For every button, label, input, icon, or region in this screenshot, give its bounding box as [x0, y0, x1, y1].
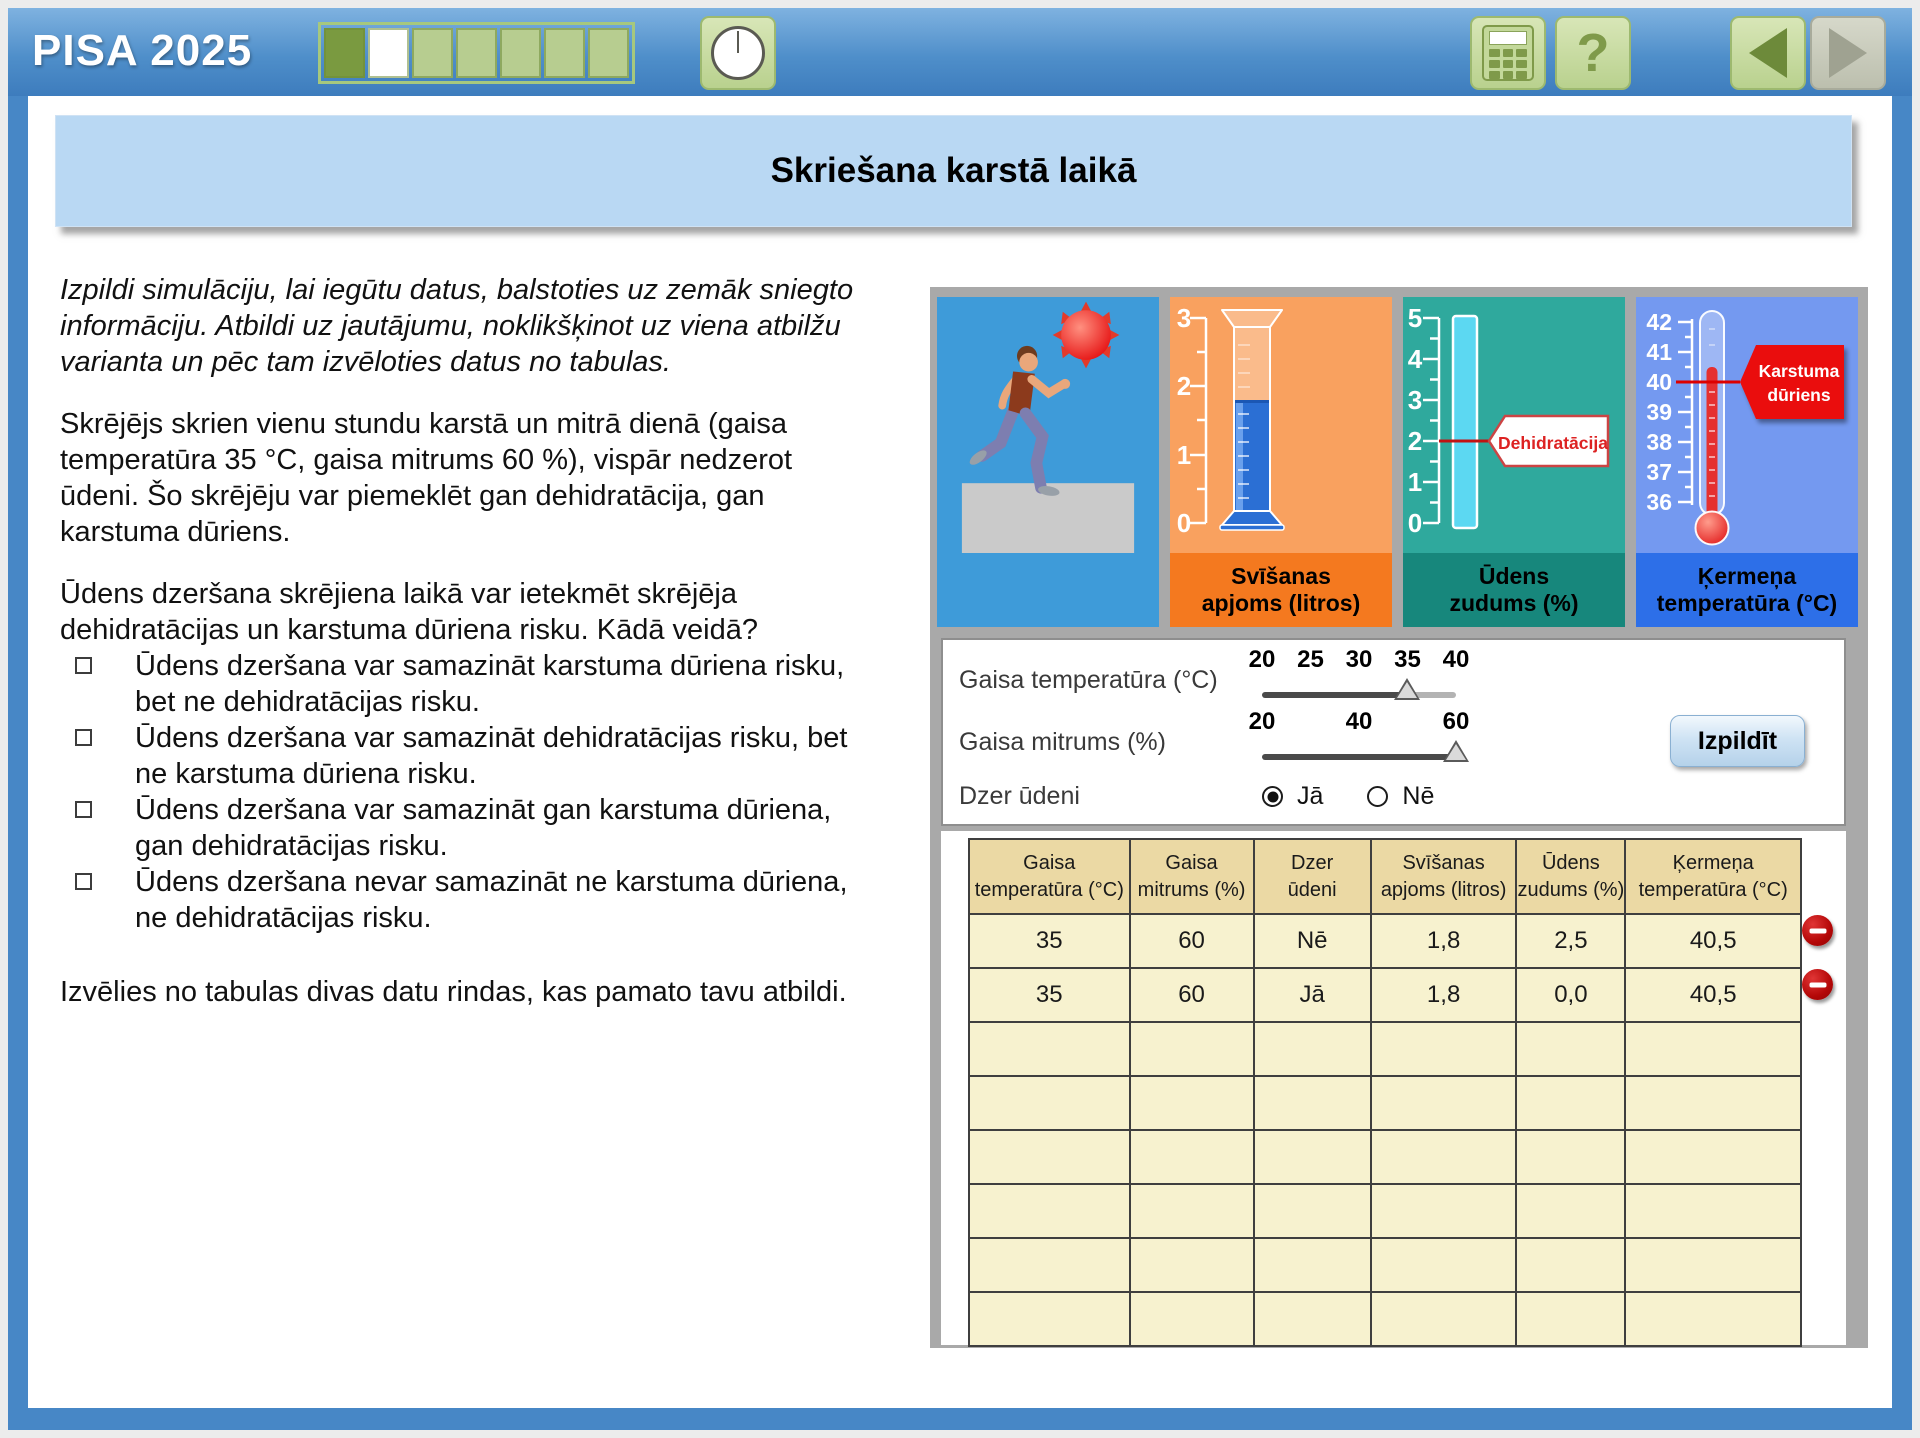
sweat-gauge-panel [1170, 297, 1392, 627]
simulation-controls [941, 638, 1846, 826]
empty-cell [1130, 1292, 1254, 1346]
svg-text:1: 1 [1176, 440, 1192, 470]
help-button[interactable] [1555, 16, 1631, 90]
empty-cell [1254, 1076, 1371, 1130]
column-header: Gaisa temperatūra (°C) [969, 839, 1130, 914]
water-loss-tube-icon [1403, 297, 1625, 553]
checkbox-icon[interactable] [75, 801, 92, 818]
empty-cell [1130, 1184, 1254, 1238]
humidity-ticks [1248, 708, 1470, 735]
page-content [28, 96, 1892, 1408]
svg-text:41: 41 [1646, 339, 1672, 365]
empty-row [969, 1292, 1801, 1346]
empty-row [969, 1184, 1801, 1238]
svg-text:5: 5 [1407, 303, 1423, 333]
svg-text:Karstuma: Karstuma [1758, 361, 1840, 381]
radio-label[interactable]: Jā [1297, 782, 1324, 810]
slider-tick-label: 20 [1248, 708, 1276, 735]
temperature-slider-thumb[interactable] [1394, 678, 1420, 700]
temperature-slider[interactable] [1262, 692, 1456, 698]
progress-box-todo [588, 28, 629, 78]
empty-row [969, 1022, 1801, 1076]
empty-cell [1625, 1076, 1801, 1130]
data-row[interactable] [969, 914, 1801, 968]
remove-row-1-button[interactable] [1802, 915, 1833, 946]
progress-box-current [368, 28, 409, 78]
svg-text:Dehidratācija: Dehidratācija [1498, 433, 1608, 453]
data-cell[interactable]: 1,8 [1371, 914, 1517, 968]
data-cell[interactable]: 0,0 [1516, 968, 1625, 1022]
column-header: Gaisa mitrums (%) [1130, 839, 1254, 914]
page-title: Skriešana karstā laikā [770, 151, 1137, 190]
radio-label[interactable]: Nē [1402, 782, 1435, 810]
empty-cell [969, 1076, 1130, 1130]
svg-text:37: 37 [1646, 459, 1672, 485]
svg-text:38: 38 [1646, 429, 1672, 455]
slider-tick-label: 30 [1345, 646, 1373, 673]
results-table-head [969, 839, 1801, 914]
window-frame [8, 8, 1912, 1430]
results-table-body [969, 914, 1801, 1346]
empty-cell [1371, 1022, 1517, 1076]
svg-text:0: 0 [1176, 508, 1192, 538]
column-header: Svīšanas apjoms (litros) [1371, 839, 1517, 914]
heatstroke-callout [1740, 345, 1844, 419]
water-loss-gauge-label: Ūdens zudums (%) [1403, 553, 1625, 627]
slider-tick-label: 25 [1297, 646, 1324, 673]
empty-cell [1371, 1292, 1517, 1346]
runner-scene-panel [937, 297, 1159, 627]
column-header: Ķermeņa temperatūra (°C) [1625, 839, 1801, 914]
results-table-box [941, 831, 1846, 1345]
task-closing: Izvēlies no tabulas divas datu rindas, kas pamato tavu atbildi. [60, 976, 847, 1008]
empty-cell [969, 1292, 1130, 1346]
checkbox-icon[interactable] [75, 729, 92, 746]
help-icon: ? [1576, 23, 1610, 83]
forward-button[interactable] [1810, 16, 1886, 90]
dehydration-callout [1489, 416, 1608, 466]
data-cell[interactable]: 60 [1130, 968, 1254, 1022]
answer-option-text: Ūdens dzeršana nevar samazināt ne karstuma dūriena, ne dehidratācijas risku. [135, 866, 848, 934]
temperature-label: Gaisa temperatūra (°C) [959, 666, 1218, 694]
data-cell[interactable]: Nē [1254, 914, 1371, 968]
water-loss-gauge-panel [1403, 297, 1625, 627]
svg-text:2: 2 [1407, 426, 1423, 456]
svg-text:2: 2 [1176, 371, 1192, 401]
humidity-label: Gaisa mitrums (%) [959, 728, 1166, 756]
empty-cell [1130, 1076, 1254, 1130]
timer-button [700, 16, 776, 90]
empty-cell [969, 1022, 1130, 1076]
svg-text:1: 1 [1407, 467, 1423, 497]
empty-cell [969, 1238, 1130, 1292]
answer-option-text: Ūdens dzeršana var samazināt karstuma dūriena risku, bet ne dehidratācijas risku. [135, 650, 845, 718]
empty-cell [1625, 1184, 1801, 1238]
svg-text:3: 3 [1407, 385, 1423, 415]
measuring-cylinder-icon [1170, 297, 1392, 553]
svg-text:0: 0 [1407, 508, 1423, 538]
empty-cell [1516, 1022, 1625, 1076]
empty-cell [1254, 1238, 1371, 1292]
app-title: PISA 2025 [32, 26, 253, 75]
answer-option-text: Ūdens dzeršana var samazināt dehidratācijas risku, bet ne karstuma dūriena risku. [135, 722, 848, 790]
data-cell[interactable]: 60 [1130, 914, 1254, 968]
results-table [968, 838, 1802, 1347]
empty-row [969, 1130, 1801, 1184]
data-cell[interactable]: Jā [1254, 968, 1371, 1022]
slider-tick-label: 40 [1442, 646, 1470, 673]
svg-text:40: 40 [1646, 369, 1672, 395]
empty-cell [1625, 1130, 1801, 1184]
progress-box-todo [544, 28, 585, 78]
data-cell[interactable]: 35 [969, 968, 1130, 1022]
empty-cell [1130, 1022, 1254, 1076]
answer-option-text: Ūdens dzeršana var samazināt gan karstuma dūriena, gan dehidratācijas risku. [135, 794, 832, 862]
empty-cell [1254, 1130, 1371, 1184]
task-instructions: Izpildi simulāciju, lai iegūtu datus, balstoties uz zemāk sniegto informāciju. Atbildi uz jautājumu, noklikšķinot uz viena atbilžu varianta un pēc tam izvēloties datus no tabulas. [60, 274, 854, 378]
svg-text:42: 42 [1646, 309, 1672, 335]
empty-cell [1625, 1022, 1801, 1076]
calculator-button[interactable] [1470, 16, 1546, 90]
progress-box-todo [456, 28, 497, 78]
runner-illustration [937, 297, 1159, 553]
body-temp-gauge-panel [1636, 297, 1858, 627]
top-toolbar [8, 8, 1912, 96]
empty-cell [1254, 1184, 1371, 1238]
humidity-slider[interactable] [1262, 754, 1456, 760]
answer-option[interactable] [60, 792, 872, 864]
progress-bar [318, 22, 635, 84]
data-cell[interactable]: 40,5 [1625, 914, 1801, 968]
task-column [60, 272, 872, 1036]
drink-water-radio-group [1262, 782, 1464, 811]
slider-tick-label: 35 [1394, 646, 1421, 673]
unit-title-bar [55, 115, 1852, 227]
progress-box-todo [412, 28, 453, 78]
empty-cell [1371, 1076, 1517, 1130]
sweat-gauge-label: Svīšanas apjoms (litros) [1170, 553, 1392, 627]
empty-cell [969, 1184, 1130, 1238]
data-row[interactable] [969, 968, 1801, 1022]
empty-cell [1516, 1076, 1625, 1130]
data-cell[interactable]: 1,8 [1371, 968, 1517, 1022]
empty-cell [1625, 1238, 1801, 1292]
slider-tick-label: 60 [1442, 708, 1470, 735]
empty-cell [1371, 1130, 1517, 1184]
drink-water-label: Dzer ūdeni [959, 782, 1080, 810]
column-header: Dzer ūdeni [1254, 839, 1371, 914]
data-cell[interactable]: 40,5 [1625, 968, 1801, 1022]
body-temp-gauge-label: Ķermeņa temperatūra (°C) [1636, 553, 1858, 627]
task-scenario: Skrējējs skrien vienu stundu karstā un mitrā dienā (gaisa temperatūra 35 °C, gaisa mitrums 60 %), vispār nedzerot ūdeni. Šo skrējēju var piemeklēt gan dehidratācija, gan karstuma dūriens. [60, 408, 793, 548]
empty-row [969, 1076, 1801, 1130]
empty-cell [1254, 1022, 1371, 1076]
data-cell[interactable]: 35 [969, 914, 1130, 968]
options-list [60, 648, 872, 936]
checkbox-icon[interactable] [75, 657, 92, 674]
svg-text:dūriens: dūriens [1767, 385, 1831, 405]
empty-cell [1130, 1130, 1254, 1184]
empty-cell [1625, 1292, 1801, 1346]
calculator-icon [1482, 25, 1534, 81]
column-header: Ūdens zudums (%) [1516, 839, 1625, 914]
empty-cell [1516, 1238, 1625, 1292]
slider-tick-label: 20 [1248, 646, 1276, 673]
remove-row-2-button[interactable] [1802, 969, 1833, 1000]
svg-text:36: 36 [1646, 489, 1672, 515]
empty-cell [1371, 1238, 1517, 1292]
progress-box-done [324, 28, 365, 78]
forward-arrow-icon [1829, 28, 1867, 78]
empty-cell [1371, 1184, 1517, 1238]
svg-text:4: 4 [1407, 344, 1423, 374]
empty-cell [969, 1130, 1130, 1184]
radio-selected[interactable] [1262, 786, 1283, 807]
humidity-slider-thumb[interactable] [1443, 740, 1469, 762]
radio-unselected[interactable] [1367, 786, 1388, 807]
empty-row [969, 1238, 1801, 1292]
empty-cell [1516, 1292, 1625, 1346]
run-simulation-button[interactable]: Izpildīt [1670, 715, 1805, 767]
empty-cell [1254, 1292, 1371, 1346]
timer-icon [711, 26, 765, 80]
task-question: Ūdens dzeršana skrējiena laikā var ietekmēt skrējēja dehidratācijas un karstuma dūriena risku. Kādā veidā? [60, 578, 759, 646]
svg-text:39: 39 [1646, 399, 1672, 425]
back-button[interactable] [1730, 16, 1806, 90]
answer-option[interactable] [60, 720, 872, 792]
back-arrow-icon [1749, 28, 1787, 78]
svg-text:3: 3 [1176, 303, 1192, 333]
empty-cell [1516, 1130, 1625, 1184]
progress-box-todo [500, 28, 541, 78]
thermometer-icon [1636, 297, 1858, 553]
checkbox-icon[interactable] [75, 873, 92, 890]
data-cell[interactable]: 2,5 [1516, 914, 1625, 968]
answer-option[interactable] [60, 648, 872, 720]
answer-option[interactable] [60, 864, 872, 936]
empty-cell [1130, 1238, 1254, 1292]
empty-cell [1516, 1184, 1625, 1238]
temp-ticks [1248, 646, 1470, 673]
simulation-panel [930, 287, 1868, 1348]
slider-tick-label: 40 [1345, 708, 1373, 735]
